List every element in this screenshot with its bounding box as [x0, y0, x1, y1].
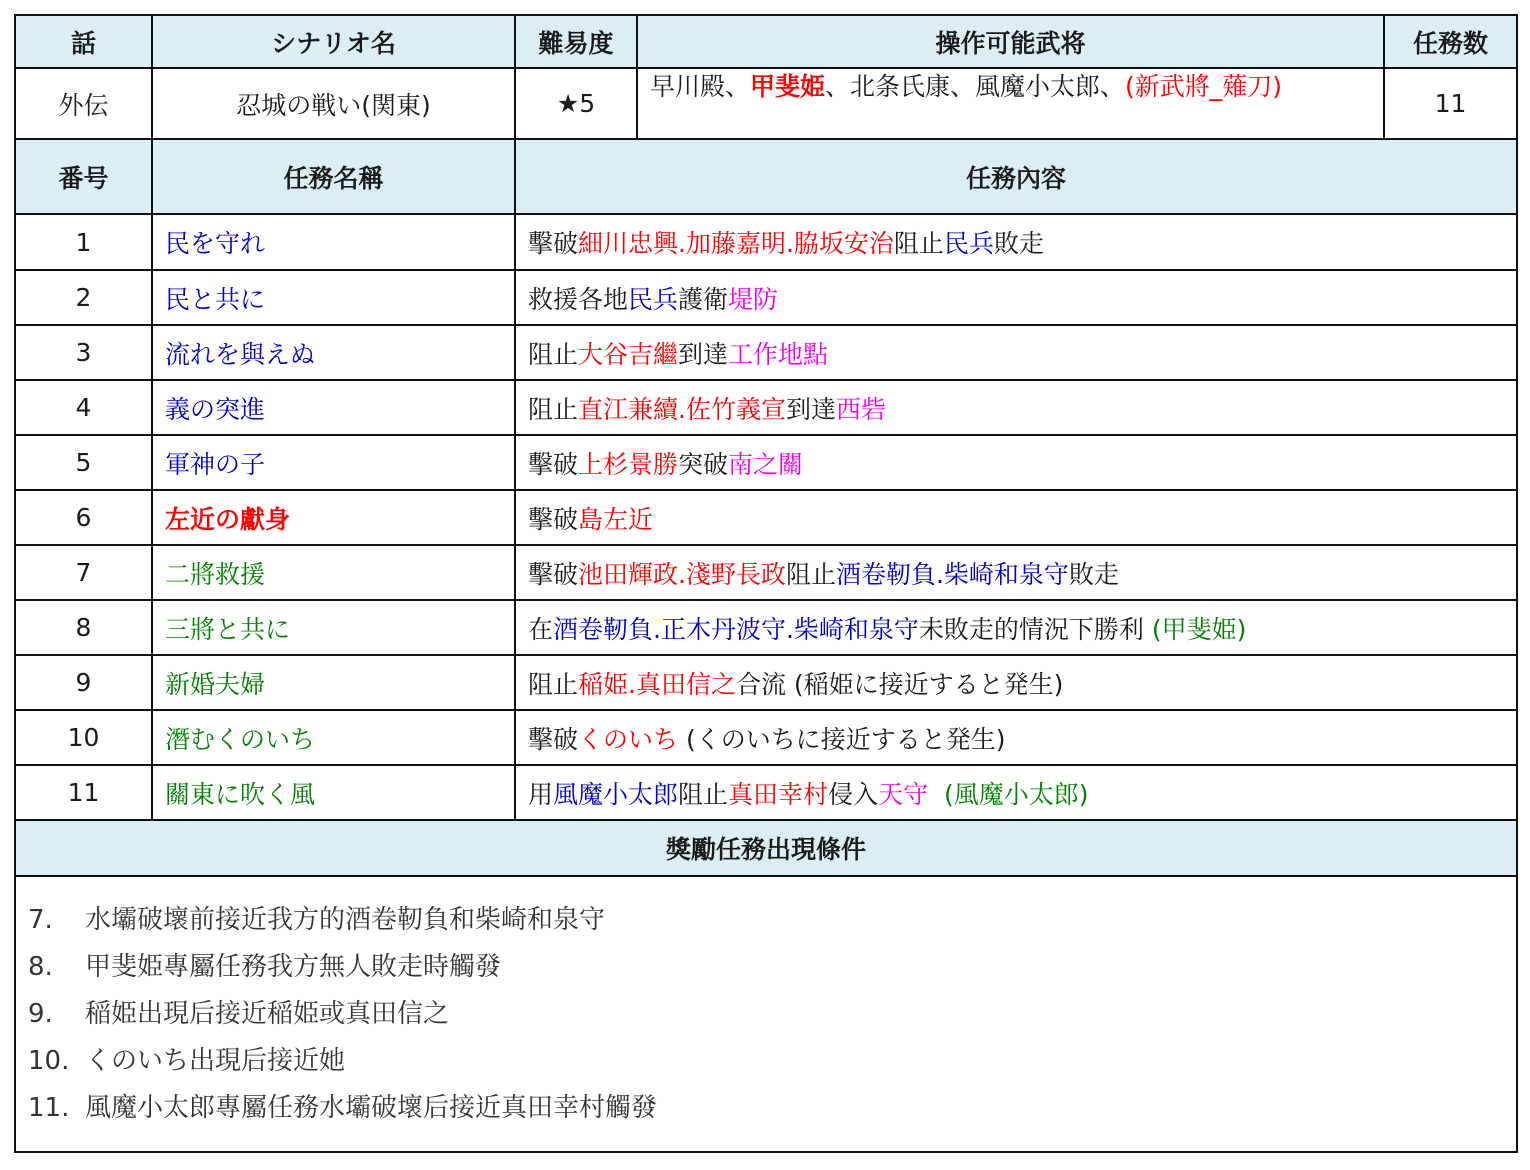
content-text: 突破 [678, 449, 729, 479]
mission-table [14, 14, 1518, 1153]
content-ally: 風魔小太郎 [553, 779, 679, 809]
table-row [15, 325, 1517, 380]
general-highlight: 甲斐姫 [750, 72, 826, 101]
content-text: 阻止 [678, 779, 729, 809]
content-ally: 民兵 [628, 284, 679, 314]
content-text: 阻止 [528, 339, 579, 369]
general-text: 早川殿、 [650, 72, 751, 101]
content-location: 堤防 [728, 284, 779, 314]
general-text: 、北条氏康、風魔小太郎、 [825, 72, 1126, 101]
header-scenario: シナリオ名 [152, 15, 515, 68]
content-enemy: 真田幸村 [728, 779, 829, 809]
mission-content [515, 490, 1517, 545]
header-count: 任務数 [1384, 15, 1517, 68]
table-row [15, 214, 1517, 270]
mission-name: 流れを與えぬ [152, 325, 515, 380]
content-text: 侵入 [828, 779, 879, 809]
table-row [15, 380, 1517, 435]
mission-name: 新婚夫婦 [152, 655, 515, 710]
list-item [28, 991, 1504, 1038]
mission-content [515, 655, 1517, 710]
list-item [28, 1085, 1504, 1132]
content-location: 西砦 [835, 394, 886, 424]
content-text: 護衛 [678, 284, 729, 314]
mission-name: 民と共に [152, 270, 515, 325]
content-text: 擊破 [528, 504, 579, 534]
content-text: 到達 [785, 394, 836, 424]
content-text: 敗走 [1068, 559, 1119, 589]
condition-text: 甲斐姫專屬任務我方無人敗走時觸發 [85, 951, 502, 982]
content-text: 阻止 [893, 229, 944, 258]
content-text: 阻止 [528, 394, 579, 424]
header-no: 番号 [15, 139, 152, 214]
content-text: 敗走 [993, 229, 1044, 258]
header-difficulty: 難易度 [515, 15, 637, 68]
content-text: (くのいちに接近すると発生) [678, 724, 1006, 754]
mission-no: 2 [15, 270, 152, 325]
content-ally: 酒卷靭負.正木丹波守.柴崎和泉守 [553, 614, 919, 644]
header-mission-content: 任務內容 [515, 139, 1517, 214]
table-row [15, 545, 1517, 600]
mission-no: 7 [15, 545, 152, 600]
table-row [15, 490, 1517, 545]
content-location: 天守 [878, 779, 929, 809]
list-item [28, 944, 1504, 991]
mission-no: 5 [15, 435, 152, 490]
content-text: 未敗走的情況下勝利 [918, 614, 1152, 644]
table-row [15, 655, 1517, 710]
mission-no: 11 [15, 765, 152, 820]
condition-text: くのいち出現后接近她 [85, 1045, 346, 1076]
mission-name: 民を守れ [152, 214, 515, 270]
condition-text: 水壩破壞前接近我方的酒卷靭負和柴崎和泉守 [85, 904, 606, 935]
mission-name: 潛むくのいち [152, 710, 515, 765]
table-row [15, 710, 1517, 765]
scenario-difficulty: ★5 [515, 68, 637, 139]
content-enemy: 大谷吉繼 [578, 339, 679, 369]
mission-content [515, 545, 1517, 600]
table-row [15, 435, 1517, 490]
content-text: 救援各地 [528, 284, 629, 314]
mission-name: 三將と共に [152, 600, 515, 655]
scenario-header-row [15, 15, 1517, 68]
mission-content [515, 325, 1517, 380]
mission-no: 9 [15, 655, 152, 710]
content-bonus: (甲斐姫) [1151, 614, 1247, 644]
content-enemy: 直江兼續.佐竹義宣 [578, 394, 786, 424]
condition-number: 7. [28, 904, 53, 935]
list-item [28, 897, 1504, 944]
content-enemy: 稲姫.真田信之 [578, 669, 736, 699]
bonus-title: 獎勵任務出現條件 [15, 820, 1517, 876]
content-enemy: 細川忠興.加藤嘉明.脇坂安治 [578, 229, 894, 258]
content-text: 擊破 [528, 724, 579, 754]
mission-no: 1 [15, 214, 152, 270]
content-enemy: 池田輝政.淺野長政 [578, 559, 786, 589]
condition-number: 8. [28, 951, 53, 982]
scenario-count: 11 [1384, 68, 1517, 139]
mission-no: 6 [15, 490, 152, 545]
content-ally: 酒卷靭負.柴崎和泉守 [835, 559, 1069, 589]
mission-content [515, 380, 1517, 435]
mission-name: 義の突進 [152, 380, 515, 435]
content-location: 工作地點 [728, 339, 829, 369]
content-text: 合流 (稲姫に接近すると発生) [735, 669, 1064, 699]
mission-content [515, 600, 1517, 655]
mission-name: 左近の獻身 [152, 490, 515, 545]
mission-name: 關東に吹く風 [152, 765, 515, 820]
mission-content [515, 270, 1517, 325]
content-location: 南之關 [728, 449, 804, 479]
table-row [15, 270, 1517, 325]
mission-no: 8 [15, 600, 152, 655]
bonus-conditions [15, 876, 1517, 1152]
content-text: 阻止 [785, 559, 836, 589]
scenario-generals [637, 68, 1384, 139]
mission-header-row [15, 139, 1517, 214]
mission-content [515, 435, 1517, 490]
bonus-header-row [15, 820, 1517, 876]
condition-text: 稲姫出現后接近稲姫或真田信之 [85, 998, 450, 1029]
content-enemy: 上杉景勝 [578, 449, 679, 479]
table-row [15, 765, 1517, 820]
content-enemy: くのいち [578, 724, 679, 754]
header-ep: 話 [15, 15, 152, 68]
content-text: 用 [528, 779, 554, 809]
scenario-ep: 外伝 [15, 68, 152, 139]
header-generals: 操作可能武将 [637, 15, 1384, 68]
mission-content [515, 214, 1517, 270]
scenario-row [15, 68, 1517, 139]
mission-no: 3 [15, 325, 152, 380]
bonus-conditions-row [15, 876, 1517, 1152]
table-row [15, 600, 1517, 655]
content-text: 到達 [678, 339, 729, 369]
general-new: (新武將_薙刀) [1125, 72, 1283, 101]
mission-no: 4 [15, 380, 152, 435]
mission-content [515, 765, 1517, 820]
mission-content [515, 710, 1517, 765]
condition-number: 10. [28, 1045, 70, 1076]
content-text: 在 [528, 614, 554, 644]
condition-text: 風魔小太郎專屬任務水壩破壞后接近真田幸村觸發 [85, 1092, 658, 1123]
content-text: 擊破 [528, 449, 579, 479]
content-text: 擊破 [528, 229, 579, 258]
content-enemy: 島左近 [578, 504, 654, 534]
content-ally: 民兵 [943, 229, 994, 258]
content-bonus: (風魔小太郎) [928, 779, 1089, 809]
condition-number: 9. [28, 998, 53, 1029]
scenario-name: 忍城の戦い(関東) [152, 68, 515, 139]
content-text: 擊破 [528, 559, 579, 589]
mission-name: 二將救援 [152, 545, 515, 600]
header-mission-name: 任務名稱 [152, 139, 515, 214]
content-text: 阻止 [528, 669, 579, 699]
condition-number: 11. [28, 1092, 70, 1123]
mission-no: 10 [15, 710, 152, 765]
list-item [28, 1038, 1504, 1085]
mission-name: 軍神の子 [152, 435, 515, 490]
